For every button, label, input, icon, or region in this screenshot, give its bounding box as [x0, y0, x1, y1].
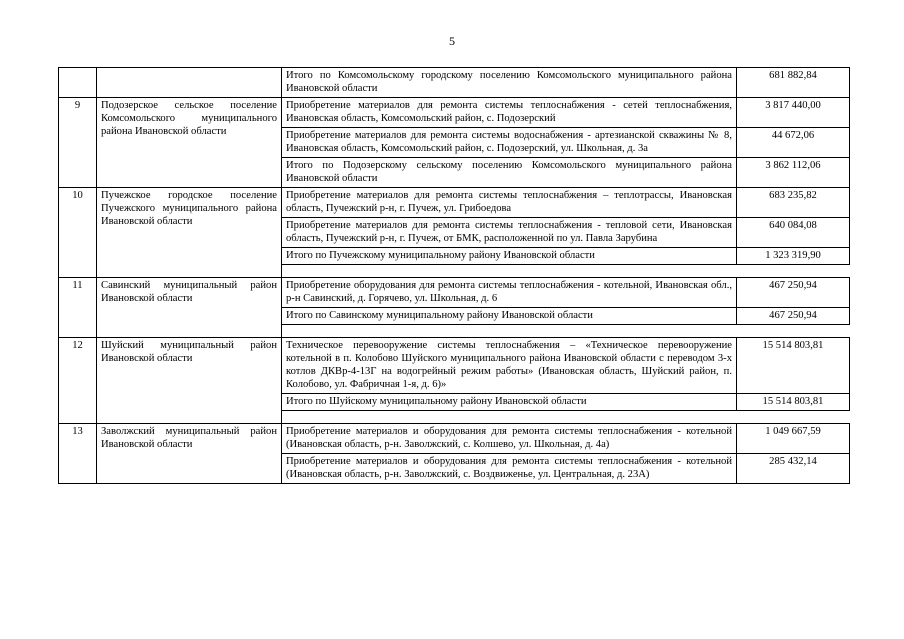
table-row — [59, 98, 850, 128]
page-number: 5 — [449, 34, 455, 48]
table-row — [59, 338, 850, 394]
table-row — [59, 424, 850, 454]
row-number — [59, 68, 97, 98]
total-description: Итого по Савинскому муниципальному району Ивановской области — [282, 308, 737, 325]
total-description: Итого по Шуйскому муниципальному району Ивановской области — [282, 394, 737, 411]
amount: 15 514 803,81 — [737, 338, 850, 394]
amount: 285 432,14 — [737, 454, 850, 484]
municipality-name: Заволжский муниципальный район Ивановской области — [97, 424, 282, 484]
table-row — [59, 278, 850, 308]
amount: 681 882,84 — [737, 68, 850, 98]
amount: 1 049 667,59 — [737, 424, 850, 454]
row-number: 9 — [59, 98, 97, 188]
amount: 3 862 112,06 — [737, 158, 850, 188]
municipality-name — [97, 68, 282, 98]
work-description: Приобретение материалов для ремонта системы теплоснабжения – теплотрассы, Ивановская область, Пучежский р-н, г. Пучеж, ул. Грибоедова — [282, 188, 737, 218]
row-number: 11 — [59, 278, 97, 338]
municipality-name: Подозерское сельское поселение Комсомольского муниципального района Ивановской области — [97, 98, 282, 188]
amount: 15 514 803,81 — [737, 394, 850, 411]
municipality-name: Пучежское городское поселение Пучежского муниципального района Ивановской области — [97, 188, 282, 278]
amount: 44 672,06 — [737, 128, 850, 158]
work-description: Приобретение материалов для ремонта системы водоснабжения - артезианской скважины № 8, Ивановская область, Комсомольский район, с. Подозерский, ул. Школьная, д. 3а — [282, 128, 737, 158]
work-description: Приобретение оборудования для ремонта системы теплоснабжения - котельной, Ивановская обл., р-н Савинский, д. Горячево, ул. Школьная, д. 6 — [282, 278, 737, 308]
row-number: 12 — [59, 338, 97, 424]
amount: 3 817 440,00 — [737, 98, 850, 128]
amount: 683 235,82 — [737, 188, 850, 218]
amount: 640 084,08 — [737, 218, 850, 248]
amount: 1 323 319,90 — [737, 248, 850, 265]
amount: 467 250,94 — [737, 308, 850, 325]
work-description: Приобретение материалов и оборудования для ремонта системы теплоснабжения - котельной (Ивановская область, р-н. Заволжский, с. Воздвиженье, ул. Центральная, д. 23А) — [282, 454, 737, 484]
work-description: Приобретение материалов и оборудования для ремонта системы теплоснабжения - котельной (Ивановская область, р-н. Заволжский, с. Колшево, ул. Школьная, д. 4а) — [282, 424, 737, 454]
row-number: 10 — [59, 188, 97, 278]
work-description: Техническое перевооружение системы теплоснабжения – «Техническое перевооружение котельной в п. Колобово Шуйского муниципального района Ивановской области с переводом 3-х котлов ДКВр-4-13Г на водогрейный режим работы» (Ивановская область, Шуйский район, п. Колобово, ул. Фабричная 1-я, д. 6)» — [282, 338, 737, 394]
work-description: Приобретение материалов для ремонта системы теплоснабжения - сетей теплоснабжения, Ивановская область, Комсомольский район, с. Подозерский — [282, 98, 737, 128]
amount: 467 250,94 — [737, 278, 850, 308]
municipality-name: Савинский муниципальный район Ивановской области — [97, 278, 282, 338]
total-description: Итого по Пучежскому муниципальному району Ивановской области — [282, 248, 737, 265]
table-row — [59, 188, 850, 218]
table-row — [59, 68, 850, 98]
funding-table — [58, 67, 850, 484]
row-number: 13 — [59, 424, 97, 484]
work-description: Приобретение материалов для ремонта системы теплоснабжения - тепловой сети, Ивановская область, Пучежский р-н, г. Пучеж, от БМК, расположенной по ул. Павла Зарубина — [282, 218, 737, 248]
municipality-name: Шуйский муниципальный район Ивановской области — [97, 338, 282, 424]
total-description: Итого по Подозерскому сельскому поселению Комсомольского муниципального района Ивановской области — [282, 158, 737, 188]
total-description: Итого по Комсомольскому городскому поселению Комсомольского муниципального района Ивановской области — [282, 68, 737, 98]
